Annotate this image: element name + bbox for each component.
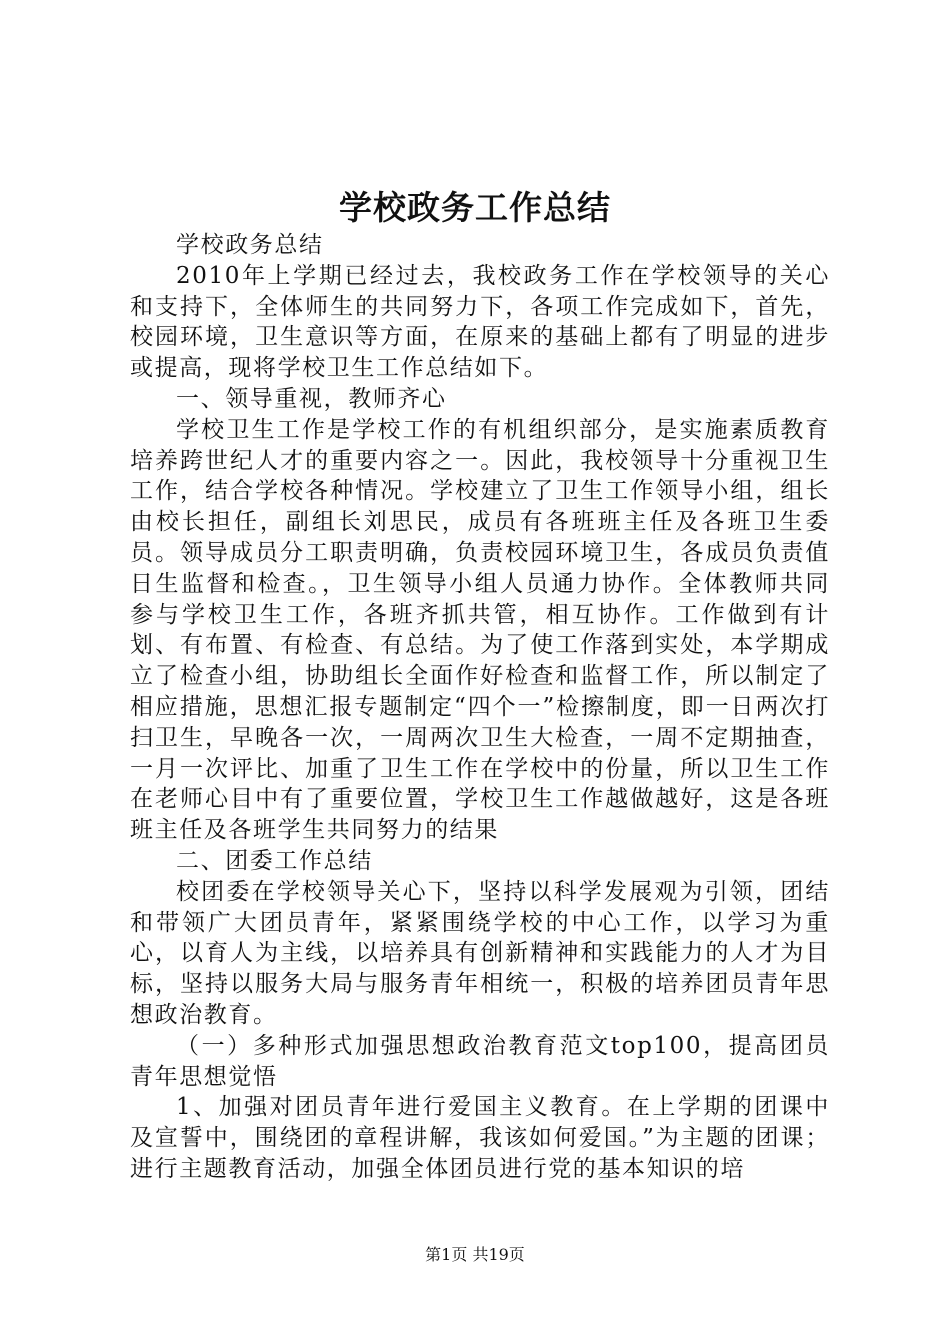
- paragraph: 学校政务总结: [176, 232, 324, 258]
- document-body: [130, 230, 830, 1185]
- document-title: 学校政务工作总结: [339, 188, 611, 227]
- subsection-heading: （一）多种形式加强思想政治教育范文top100，提高团员青年思想觉悟: [130, 1032, 830, 1090]
- section-heading: 二、团委工作总结: [176, 847, 373, 874]
- page-number-footer: 第1页 共19页: [425, 1245, 525, 1264]
- paragraph: 学校卫生工作是学校工作的有机组织部分，是实施素质教育培养跨世纪人才的重要内容之一。因此，我校领导十分重视卫生工作，结合学校各种情况。学校建立了卫生工作领导小组，组长由校长担任，副组长刘思民，成员有各班班主任及各班卫生委员。领导成员分工职责明确，负责校园环境卫生，各成员负责值日生监督和检查。，卫生领导小组人员通力协作。全体教师共同参与学校卫生工作，各班齐抓共管，相互协作。工作做到有计划、有布置、有检查、有总结。为了使工作落到实处，本学期成立了检查小组，协助组长全面作好检查和监督工作，所以制定了相应措施，思想汇报专题制定“四个一”检擦制度，即一日两次打扫卫生，早晚各一次，一周两次卫生大检查，一周不定期抽查，一月一次评比、加重了卫生工作在学校中的份量，所以卫生工作在老师心目中有了重要位置，学校卫生工作越做越好，这是各班班主任及各班学生共同努力的结果: [130, 416, 830, 844]
- section-heading: 一、领导重视，教师齐心: [176, 385, 447, 412]
- paragraph: 1、加强对团员青年进行爱国主义教育。在上学期的团课中及宣誓中，围绕团的章程讲解，我该如何爱国。”为主题的团课；进行主题教育活动，加强全体团员进行党的基本知识的培: [130, 1094, 830, 1182]
- paragraph: 2010年上学期已经过去，我校政务工作在学校领导的关心和支持下，全体师生的共同努力下，各项工作完成如下，首先，校园环境，卫生意识等方面，在原来的基础上都有了明显的进步或提高，现将学校卫生工作总结如下。: [130, 262, 830, 382]
- paragraph: 校团委在学校领导关心下，坚持以科学发展观为引领，团结和带领广大团员青年，紧紧围绕学校的中心工作，以学习为重心，以育人为主线，以培养具有创新精神和实践能力的人才为目标，坚持以服务大局与服务青年相统一，积极的培养团员青年思想政治教育。: [130, 878, 830, 1028]
